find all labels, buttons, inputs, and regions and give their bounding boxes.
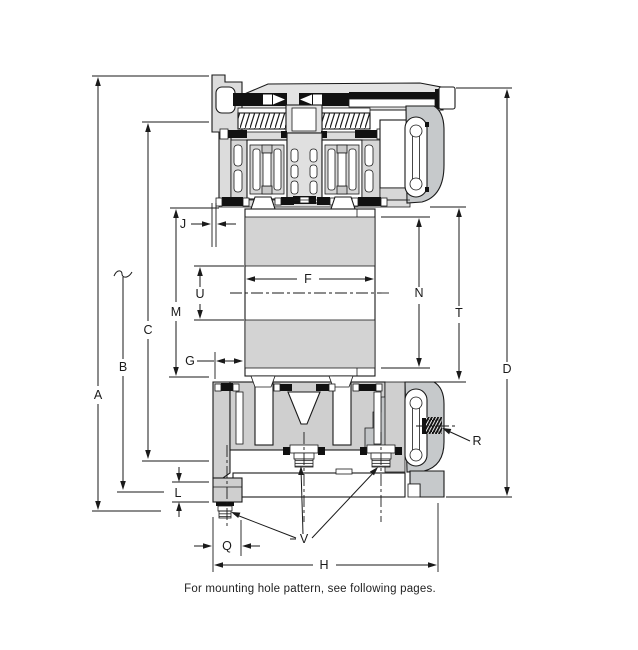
dim-label-U: U bbox=[195, 287, 205, 301]
dim-N bbox=[414, 218, 423, 367]
dim-L bbox=[175, 467, 182, 517]
foot-bolt bbox=[216, 502, 234, 518]
dim-D bbox=[502, 89, 511, 496]
left-foot bbox=[213, 478, 242, 502]
dim-G bbox=[185, 354, 243, 368]
spring-right bbox=[322, 113, 370, 129]
dim-label-T: T bbox=[455, 306, 463, 320]
top-trunnion-right bbox=[331, 197, 355, 209]
dim-label-H: H bbox=[319, 558, 329, 572]
dim-label-B: B bbox=[118, 360, 128, 374]
left-wedge bbox=[213, 382, 230, 478]
dim-label-N: N bbox=[414, 286, 424, 300]
roller-band-bottom bbox=[245, 320, 375, 368]
base-and-feet bbox=[213, 469, 444, 518]
bottom-curved-housing bbox=[405, 382, 444, 472]
dim-R bbox=[442, 428, 482, 448]
dim-C bbox=[143, 123, 152, 459]
dim-label-M: M bbox=[170, 305, 182, 319]
dim-label-G: G bbox=[185, 354, 195, 368]
top-trunnion-left bbox=[251, 197, 275, 209]
break-symbol bbox=[114, 271, 132, 277]
spring-left bbox=[238, 113, 286, 129]
dim-J bbox=[180, 217, 236, 231]
bearing-unit-top-left bbox=[247, 140, 287, 199]
dim-Q bbox=[194, 539, 260, 553]
center-column bbox=[287, 133, 322, 204]
roller-band-top bbox=[245, 217, 375, 266]
dim-H bbox=[214, 558, 437, 572]
dim-label-A: A bbox=[93, 388, 103, 402]
roller-drum bbox=[245, 209, 375, 376]
dim-M bbox=[171, 209, 181, 376]
bearing-unit-top-right bbox=[322, 140, 362, 199]
top-curved-housing bbox=[405, 106, 444, 203]
dim-A bbox=[94, 77, 103, 510]
dim-label-V: V bbox=[299, 532, 309, 546]
dim-label-L: L bbox=[174, 486, 182, 500]
figure-caption: For mounting hole pattern, see following pages. bbox=[184, 583, 436, 595]
dim-B bbox=[114, 271, 132, 490]
base-plate bbox=[233, 473, 405, 497]
top-housing-assembly bbox=[212, 75, 455, 209]
dim-label-D: D bbox=[502, 362, 512, 376]
dim-T bbox=[455, 208, 463, 380]
dim-label-Q: Q bbox=[222, 539, 232, 553]
dim-label-F: F bbox=[304, 272, 312, 286]
dim-label-J: J bbox=[179, 217, 187, 231]
dim-label-C: C bbox=[143, 323, 153, 337]
bracket-cutout bbox=[216, 87, 235, 113]
bottom-housing-assembly bbox=[213, 376, 444, 518]
dim-label-R: R bbox=[472, 434, 482, 448]
dim-U bbox=[195, 267, 204, 319]
bolt-head bbox=[439, 87, 455, 109]
